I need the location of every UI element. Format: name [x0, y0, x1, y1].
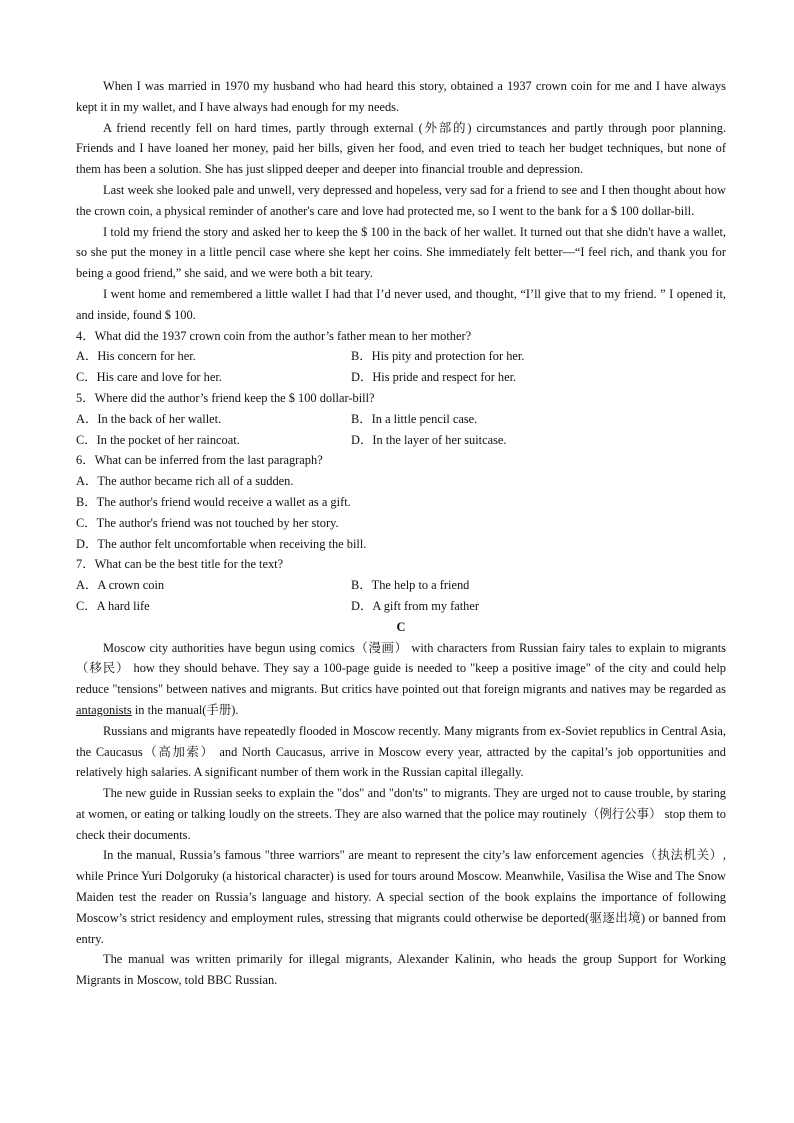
- passage-b-paragraph-5: I went home and remembered a little wallet I had that I’d never used, and thought, “I’ll give that to my friend. ” I opened it, and inside, found $ 100.: [76, 286, 726, 322]
- question-6-option-d: D．The author felt uncomfortable when receiving the bill.: [76, 536, 367, 551]
- question-5-stem: 5．Where did the author’s friend keep the $ 100 dollar-bill?: [76, 390, 375, 405]
- question-7-option-a: A．A crown coin: [76, 578, 165, 593]
- question-4-option-b: B．His pity and protection for her.: [351, 349, 525, 364]
- question-7-stem: 7．What can be the best title for the text?: [76, 557, 284, 572]
- underlined-word-antagonists: antagonists: [76, 702, 132, 717]
- question-7-options-row-2: [76, 596, 726, 617]
- question-6-option-b: B．The author's friend would receive a wallet as a gift.: [76, 494, 351, 509]
- question-4-option-c: C．His care and love for her.: [76, 370, 222, 385]
- question-7-option-d: D．A gift from my father: [351, 598, 480, 613]
- question-4-stem: 4．What did the 1937 crown coin from the author’s father mean to her mother?: [76, 328, 472, 343]
- question-5-option-c: C．In the pocket of her raincoat.: [76, 432, 240, 447]
- question-4-options-row-2: [76, 367, 726, 388]
- passage-c-paragraph-5: The manual was written primarily for illegal migrants, Alexander Kalinin, who heads the group Support for Working Migrants in Moscow, told BBC Russian.: [76, 952, 726, 988]
- passage-b-paragraph-3: Last week she looked pale and unwell, very depressed and hopeless, very sad for a friend to see and I then thought about how the crown coin, a physical reminder of another's care and love had protected me, so I went to the bank for a $ 100 dollar-bill.: [76, 182, 726, 218]
- passage-b-paragraph-2: A friend recently fell on hard times, partly through external (外部的) circumstances and partly through poor planning. Friends and I have loaned her money, paid her bills, given her food, and even tried to teach her budget techniques, but none of them has been a solution. She has just slipped deeper and deeper into financial trouble and depression.: [76, 120, 726, 177]
- question-6-option-c: C．The author's friend was not touched by her story.: [76, 515, 339, 530]
- question-5-option-b: B．In a little pencil case.: [351, 411, 478, 426]
- passage-c-paragraph-3: The new guide in Russian seeks to explain the "dos" and "don'ts" to migrants. They are urged not to cause trouble, by staring at women, or eating or talking loudly on the streets. They are also warned that the police may routinely（例行公事） stop them to check their documents.: [76, 786, 726, 842]
- question-6: [76, 450, 726, 554]
- question-7-option-b: B．The help to a friend: [351, 578, 470, 593]
- question-7: [76, 554, 726, 616]
- question-5-option-a: A．In the back of her wallet.: [76, 411, 222, 426]
- question-4-option-d: D．His pride and respect for her.: [351, 370, 517, 385]
- passage-c-paragraph-1: [76, 638, 726, 721]
- question-5-options-row-2: [76, 430, 726, 451]
- question-7-option-c: C．A hard life: [76, 598, 150, 613]
- passage-c-p1-text-before: Moscow city authorities have begun using comics（漫画） with characters from Russian fairy tales to explain to migrants（移民） how they should behave. They say a 100-page guide is needed to "keep a positive image" of the city and could help reduce "tensions" between natives and migrants. But critics have pointed out that foreign migrants and natives may be regarded as: [76, 640, 726, 697]
- passage-c-paragraph-2: Russians and migrants have repeatedly flooded in Moscow recently. Many migrants from ex-Soviet republics in Central Asia, the Caucasus（高加索） and North Caucasus, arrive in Moscow every year, attracted by the capital’s job opportunities and relatively high salaries. A significant number of them work in the Russian capital illegally.: [76, 723, 726, 780]
- passage-b-paragraph-4: I told my friend the story and asked her to keep the $ 100 in the back of her wallet. It turned out that she didn't have a wallet, so she put the money in a little pencil case where she kept her coins. She immediately felt better—“I feel rich, and thank you for being a good friend,” she said, and we were both a bit teary.: [76, 224, 726, 281]
- question-5-options-row-1: [76, 409, 726, 430]
- section-c-heading: C: [396, 619, 406, 634]
- passage-c-p1-text-after: in the manual(手册).: [131, 702, 239, 717]
- passage-b-paragraph-1: When I was married in 1970 my husband who had heard this story, obtained a 1937 crown coin for me and I have always kept it in my wallet, and I have always had enough for my needs.: [76, 79, 726, 114]
- question-5: [76, 388, 726, 450]
- question-7-options-row-1: [76, 575, 726, 596]
- question-4-option-a: A．His concern for her.: [76, 349, 196, 364]
- question-6-stem: 6．What can be inferred from the last paragraph?: [76, 453, 323, 468]
- question-4-options-row-1: [76, 346, 726, 367]
- document-page: [76, 76, 726, 991]
- question-6-option-a: A．The author became rich all of a sudden.: [76, 474, 294, 489]
- question-5-option-d: D．In the layer of her suitcase.: [351, 432, 507, 447]
- question-4: [76, 326, 726, 388]
- passage-c-paragraph-4: In the manual, Russia’s famous "three warriors" are meant to represent the city’s law enforcement agencies（执法机关）, while Prince Yuri Dolgoruky (a historical character) is used for tours around Moscow. Meanwhile, Vasilisa the Wise and The Snow Maiden test the reader on Russia’s language and history. A special section of the book explains the importance of following Moscow’s strict residency and employment rules, stressing that migrants could otherwise be deported(驱逐出境) or banned from entry.: [76, 848, 726, 946]
